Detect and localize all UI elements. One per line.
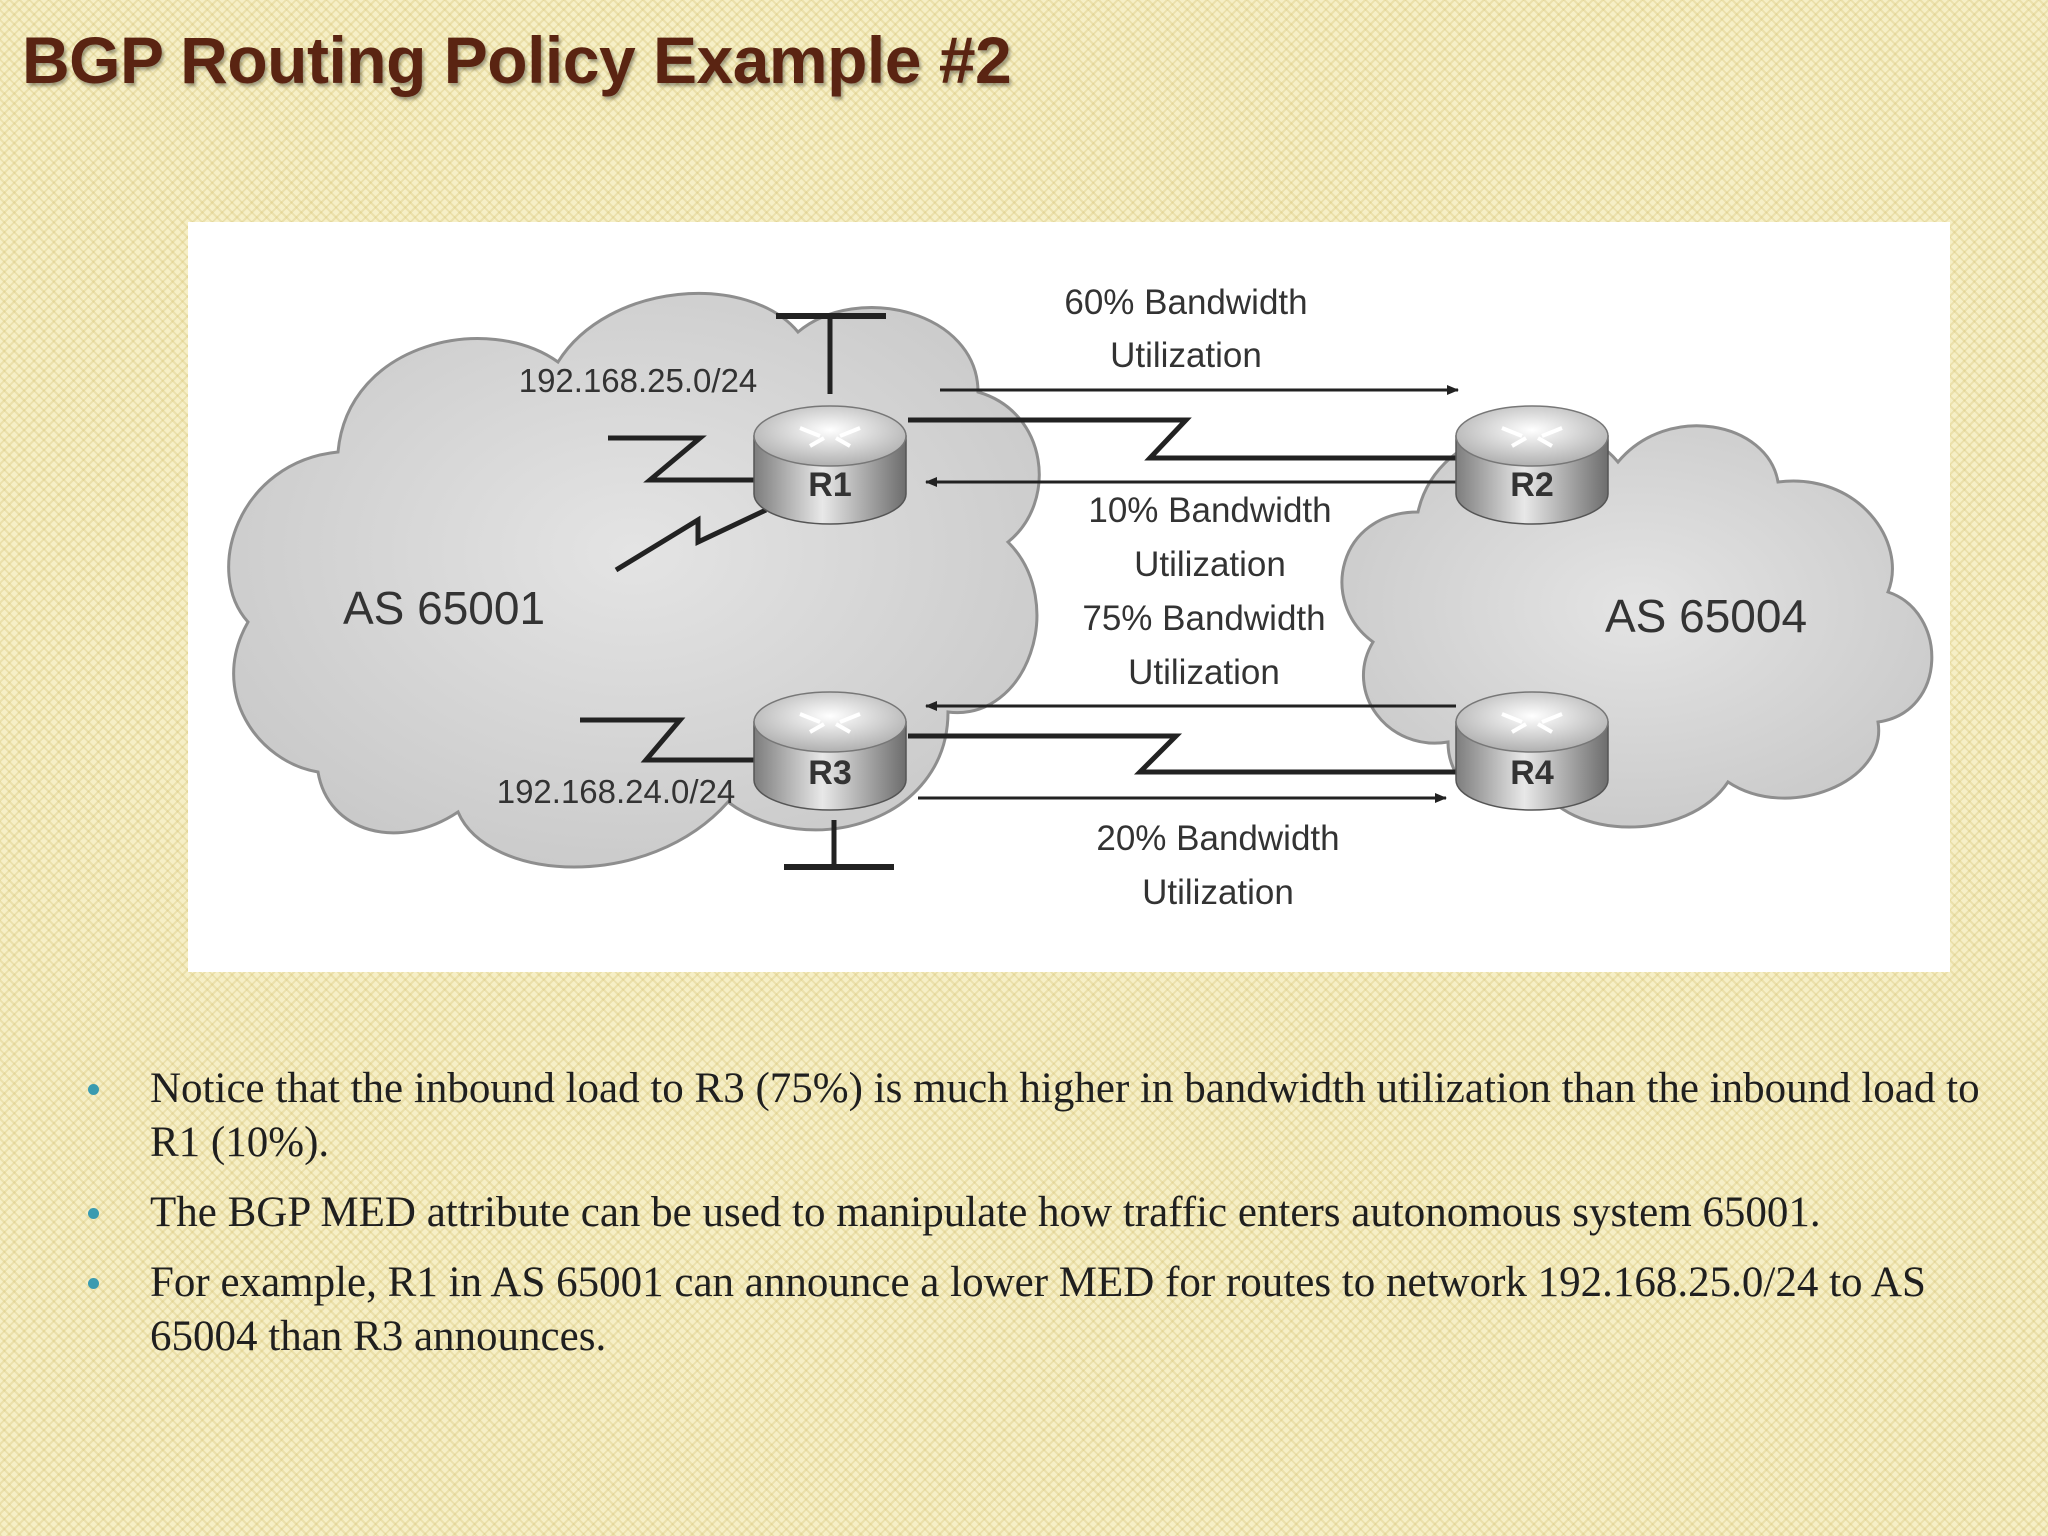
- flow-label-r3-r4-line2: Utilization: [1142, 873, 1294, 912]
- router-r4[interactable]: [1456, 692, 1608, 810]
- router-r2[interactable]: [1456, 406, 1608, 524]
- bullet-text: For example, R1 in AS 65001 can announce a lower MED for routes to network 192.168.25.0/24 to AS 65004 than R3 announces.: [150, 1259, 1926, 1360]
- router-label-r1: R1: [808, 466, 852, 504]
- flow-label-r4-r3-line1: 75% Bandwidth: [1082, 599, 1326, 638]
- bullet-dot-icon: [88, 1278, 99, 1289]
- router-label-r2: R2: [1510, 466, 1554, 504]
- bullet-item: [88, 1186, 1988, 1240]
- network-label-top: 192.168.25.0/24: [518, 362, 758, 399]
- bullet-dot-icon: [88, 1208, 99, 1219]
- flow-label-r1-r2-line1: 60% Bandwidth: [1064, 283, 1308, 322]
- as-label-right: AS 65004: [1604, 590, 1808, 642]
- bullet-item: [88, 1062, 1988, 1170]
- bullet-list: [88, 1062, 1988, 1380]
- bullet-item: [88, 1256, 1988, 1364]
- router-label-r3: R3: [808, 754, 852, 792]
- network-label-bottom: 192.168.24.0/24: [496, 773, 736, 810]
- flow-label-r3-r4-line1: 20% Bandwidth: [1096, 819, 1340, 858]
- network-diagram: [188, 222, 1950, 972]
- flow-label-r2-r1-line2: Utilization: [1134, 545, 1286, 584]
- flow-label-r4-r3-line2: Utilization: [1128, 653, 1280, 692]
- slide-title: BGP Routing Policy Example #2: [22, 23, 1012, 97]
- as-label-left: AS 65001: [342, 582, 546, 634]
- router-r3[interactable]: [754, 692, 906, 810]
- serial-link-r3-r4: [908, 736, 1456, 772]
- bullet-text: Notice that the inbound load to R3 (75%) is much higher in bandwidth utilization than the inbound load to R1 (10%).: [150, 1065, 1980, 1166]
- bullet-dot-icon: [88, 1084, 99, 1095]
- flow-label-r1-r2-line2: Utilization: [1110, 336, 1262, 375]
- bullet-text: The BGP MED attribute can be used to manipulate how traffic enters autonomous system 65001.: [150, 1189, 1821, 1236]
- router-r1[interactable]: [754, 406, 906, 524]
- flow-label-r2-r1-line1: 10% Bandwidth: [1088, 491, 1332, 530]
- router-label-r4: R4: [1510, 754, 1554, 792]
